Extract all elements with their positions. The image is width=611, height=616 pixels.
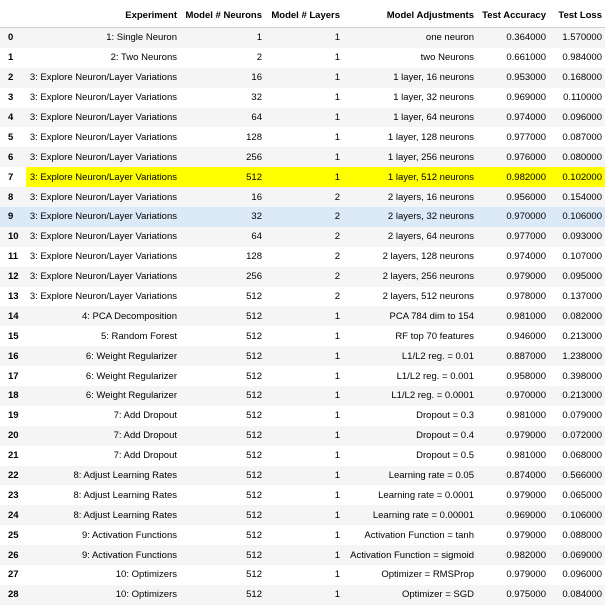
adjustments-cell: Dropout = 0.3 <box>416 410 474 422</box>
table-row <box>0 287 605 307</box>
accuracy-cell: 0.981000 <box>506 310 546 322</box>
accuracy-cell: 0.970000 <box>506 211 546 223</box>
layers-cell: 1 <box>334 470 340 482</box>
table-row <box>0 565 605 585</box>
row-index: 9 <box>8 211 14 223</box>
neurons-cell: 512 <box>180 167 265 187</box>
accuracy-cell: 0.661000 <box>506 52 546 64</box>
row-index: 4 <box>8 112 14 123</box>
adjustments-cell: 2 layers, 16 neurons <box>387 191 474 203</box>
layers-cell: 1 <box>334 350 340 362</box>
loss-cell: 0.984000 <box>562 52 602 64</box>
experiment-cell: 6: Weight Regularizer <box>85 390 177 402</box>
accuracy-cell: 0.979000 <box>506 430 546 442</box>
layers-cell: 1 <box>334 529 340 541</box>
experiment-cell: 6: Weight Regularizer <box>85 370 177 382</box>
layers-cell: 1 <box>334 450 340 462</box>
table-row <box>0 525 605 545</box>
neurons-cell: 512 <box>246 430 262 442</box>
neurons-cell: 512 <box>246 470 262 482</box>
table-row <box>0 326 605 346</box>
layers-cell: 1 <box>334 410 340 422</box>
experiment-cell: 9: Activation Functions <box>81 529 177 541</box>
layers-header: Model # Layers <box>265 3 343 28</box>
row-index: 3 <box>8 92 14 104</box>
adjustments-cell: RF top 70 features <box>395 330 474 342</box>
loss-cell: 0.065000 <box>562 489 602 501</box>
table-row <box>0 446 605 466</box>
neurons-cell: 256 <box>246 151 262 163</box>
accuracy-cell: 0.969000 <box>506 92 546 104</box>
row-index: 15 <box>8 330 19 342</box>
neurons-cell: 512 <box>246 529 262 541</box>
row-index: 11 <box>8 251 19 263</box>
adjustments-cell: 2 layers, 64 neurons <box>387 231 474 243</box>
adjustments-cell: 2 layers, 128 neurons <box>382 251 474 263</box>
loss-cell: 0.398000 <box>562 370 602 382</box>
adjustments-cell: Learning rate = 0.05 <box>388 470 474 482</box>
loss-cell: 0.154000 <box>562 191 602 203</box>
neurons-cell: 512 <box>246 549 262 561</box>
layers-cell: 1 <box>334 131 340 143</box>
row-index: 6 <box>8 151 14 163</box>
accuracy-cell: 0.977000 <box>506 131 546 143</box>
neurons-cell: 128 <box>246 251 262 263</box>
neurons-cell: 128 <box>246 131 262 143</box>
loss-cell: 1.570000 <box>562 32 602 44</box>
loss-cell: 0.106000 <box>562 211 602 223</box>
table-row <box>0 306 605 326</box>
layers-cell: 1 <box>334 72 340 84</box>
neurons-cell: 512 <box>246 350 262 362</box>
experiment-cell: 4: PCA Decomposition <box>81 310 177 322</box>
loss-cell: 0.096000 <box>562 569 602 581</box>
neurons-cell: 1 <box>256 32 262 44</box>
loss-cell: 0.566000 <box>562 470 602 482</box>
accuracy-cell: 0.981000 <box>506 410 546 422</box>
neurons-cell: 512 <box>246 450 262 462</box>
layers-cell: 1 <box>334 32 340 44</box>
layers-cell: 1 <box>334 509 340 521</box>
layers-cell: 1 <box>334 112 340 123</box>
accuracy-cell: 0.976000 <box>506 151 546 163</box>
loss-cell: 0.084000 <box>562 589 602 601</box>
accuracy-cell: 0.887000 <box>506 350 546 362</box>
row-index: 17 <box>8 370 19 382</box>
loss-cell: 0.079000 <box>562 410 602 422</box>
accuracy-cell: 0.969000 <box>506 509 546 521</box>
table-row <box>0 267 605 287</box>
row-index: 7 <box>8 171 14 183</box>
accuracy-cell: 0.956000 <box>506 191 546 203</box>
table-row <box>0 485 605 505</box>
adjustments-cell: 2 layers, 512 neurons <box>382 291 474 303</box>
adjustments-cell: Optimizer = SGD <box>401 589 474 601</box>
adjustments-cell: Activation Function = tanh <box>364 529 474 541</box>
loss-cell: 0.072000 <box>562 430 602 442</box>
table-row <box>0 48 605 68</box>
loss-cell: 0.068000 <box>562 450 602 462</box>
adjustments-cell: Dropout = 0.5 <box>416 450 474 462</box>
row-index: 12 <box>8 271 19 283</box>
layers-cell: 1 <box>334 589 340 601</box>
layers-cell: 1 <box>334 92 340 104</box>
results-dataframe <box>0 3 605 605</box>
layers-cell: 1 <box>334 330 340 342</box>
layers-cell: 2 <box>334 231 340 243</box>
adjustments-cell: L1/L2 reg. = 0.001 <box>396 370 474 382</box>
neurons-cell: 512 <box>246 489 262 501</box>
experiment-cell: 3: Explore Neuron/Layer Variations <box>29 271 177 283</box>
table-row <box>0 505 605 525</box>
loss-cell: 0.106000 <box>562 509 602 521</box>
experiment-cell: 6: Weight Regularizer <box>85 350 177 362</box>
row-index: 8 <box>8 191 14 203</box>
accuracy-cell: 0.974000 <box>506 112 546 123</box>
adjustments-cell: Learning rate = 0.0001 <box>378 489 474 501</box>
table-row <box>0 28 605 48</box>
table-row <box>0 366 605 386</box>
adjustments-cell: 2 layers, 256 neurons <box>382 271 474 283</box>
experiment-cell: 5: Random Forest <box>100 330 177 342</box>
layers-cell: 1 <box>334 151 340 163</box>
adjustments-cell: Activation Function = sigmoid <box>350 549 474 561</box>
row-index: 27 <box>8 569 19 581</box>
layers-cell: 1 <box>334 489 340 501</box>
experiment-cell: 3: Explore Neuron/Layer Variations <box>29 191 177 203</box>
row-index: 18 <box>8 390 19 402</box>
layers-cell: 1 <box>334 430 340 442</box>
adjustments-cell: 1 layer, 256 neurons <box>387 151 474 163</box>
row-index: 16 <box>8 350 19 362</box>
table-row <box>0 386 605 406</box>
table-row <box>0 147 605 167</box>
accuracy-cell: 0.979000 <box>506 529 546 541</box>
loss-cell: 0.137000 <box>562 291 602 303</box>
neurons-cell: 512 <box>246 589 262 601</box>
neurons-cell: 2 <box>256 52 262 64</box>
layers-cell: 2 <box>334 271 340 283</box>
row-index: 28 <box>8 589 19 601</box>
neurons-cell: 512 <box>246 370 262 382</box>
adjustments-cell: two Neurons <box>420 52 474 64</box>
loss-cell: 0.107000 <box>562 251 602 263</box>
adjustments-cell: 2 layers, 32 neurons <box>387 211 474 223</box>
experiment-cell: 1: Single Neuron <box>106 32 177 44</box>
experiment-cell: 3: Explore Neuron/Layer Variations <box>29 151 177 163</box>
experiment-header: Experiment <box>26 3 180 28</box>
adjustments-cell: Optimizer = RMSProp <box>381 569 474 581</box>
neurons-cell: 512 <box>246 509 262 521</box>
adjustments-cell: one neuron <box>425 32 474 44</box>
experiment-cell: 3: Explore Neuron/Layer Variations <box>29 231 177 243</box>
layers-cell: 1 <box>334 310 340 322</box>
loss-cell: 0.110000 <box>563 92 602 104</box>
table-row <box>0 227 605 247</box>
experiment-cell: 8: Adjust Learning Rates <box>73 509 177 521</box>
loss-cell: 0.102000 <box>549 167 605 187</box>
table-row <box>0 585 605 605</box>
experiment-cell: 10: Optimizers <box>115 569 177 581</box>
table-row <box>0 68 605 88</box>
adjustments-cell: L1/L2 reg. = 0.01 <box>401 350 474 362</box>
layers-cell: 2 <box>334 191 340 203</box>
row-index: 5 <box>8 131 14 143</box>
layers-cell: 1 <box>334 52 340 64</box>
neurons-cell: 32 <box>251 211 262 223</box>
neurons-cell: 512 <box>246 569 262 581</box>
accuracy-cell: 0.982000 <box>477 167 549 187</box>
adjustments-cell: 1 layer, 32 neurons <box>393 92 474 104</box>
accuracy-cell: 0.970000 <box>506 390 546 402</box>
row-index: 0 <box>8 32 14 44</box>
accuracy-header: Test Accuracy <box>477 3 549 28</box>
loss-header: Test Loss <box>549 3 605 28</box>
accuracy-cell: 0.978000 <box>506 291 546 303</box>
table-row <box>0 346 605 366</box>
row-index: 25 <box>8 529 19 541</box>
table-row <box>0 406 605 426</box>
neurons-cell: 512 <box>246 310 262 322</box>
layers-cell: 1 <box>334 370 340 382</box>
neurons-cell: 64 <box>251 112 262 123</box>
table-row <box>0 127 605 147</box>
table-row <box>0 207 605 227</box>
table-row <box>0 108 605 128</box>
row-index: 19 <box>8 410 19 422</box>
neurons-cell: 512 <box>246 410 262 422</box>
adjustments-cell: Learning rate = 0.00001 <box>372 509 474 521</box>
table-row <box>0 426 605 446</box>
neurons-cell: 512 <box>246 291 262 303</box>
adjustments-header: Model Adjustments <box>343 3 477 28</box>
table-row <box>0 187 605 207</box>
neurons-cell: 32 <box>251 92 262 104</box>
loss-cell: 0.168000 <box>562 72 602 84</box>
layers-cell: 1 <box>334 569 340 581</box>
accuracy-cell: 0.946000 <box>506 330 546 342</box>
accuracy-cell: 0.364000 <box>506 32 546 44</box>
row-index: 23 <box>8 489 19 501</box>
experiment-cell: 3: Explore Neuron/Layer Variations <box>29 291 177 303</box>
accuracy-cell: 0.977000 <box>506 231 546 243</box>
layers-cell: 1 <box>265 167 343 187</box>
layers-cell: 2 <box>334 211 340 223</box>
loss-cell: 0.095000 <box>562 271 602 283</box>
experiment-cell: 2: Two Neurons <box>110 52 177 64</box>
loss-cell: 0.082000 <box>562 310 602 322</box>
table-row <box>0 247 605 267</box>
loss-cell: 0.087000 <box>562 131 602 143</box>
experiment-cell: 7: Add Dropout <box>113 430 177 442</box>
row-index: 24 <box>8 509 19 521</box>
neurons-cell: 16 <box>251 72 262 84</box>
loss-cell: 0.213000 <box>562 390 602 402</box>
row-index: 13 <box>8 291 19 303</box>
accuracy-cell: 0.874000 <box>506 470 546 482</box>
table-row <box>0 545 605 565</box>
layers-cell: 2 <box>334 251 340 263</box>
header-row <box>0 3 605 28</box>
experiment-cell: 3: Explore Neuron/Layer Variations <box>29 72 177 84</box>
neurons-cell: 64 <box>251 231 262 243</box>
adjustments-cell: 1 layer, 128 neurons <box>387 131 474 143</box>
table-row <box>0 167 605 187</box>
loss-cell: 0.080000 <box>562 151 602 163</box>
loss-cell: 0.096000 <box>562 112 602 123</box>
row-index: 20 <box>8 430 19 442</box>
accuracy-cell: 0.953000 <box>506 72 546 84</box>
accuracy-cell: 0.975000 <box>506 589 546 601</box>
adjustments-cell: 1 layer, 16 neurons <box>393 72 474 84</box>
loss-cell: 0.088000 <box>562 529 602 541</box>
adjustments-cell: Dropout = 0.4 <box>416 430 474 442</box>
row-index: 22 <box>8 470 19 482</box>
table-row <box>0 466 605 486</box>
adjustments-cell: PCA 784 dim to 154 <box>389 310 474 322</box>
adjustments-cell: L1/L2 reg. = 0.0001 <box>391 390 474 402</box>
loss-cell: 0.093000 <box>562 231 602 243</box>
layers-cell: 2 <box>334 291 340 303</box>
layers-cell: 1 <box>334 549 340 561</box>
accuracy-cell: 0.979000 <box>506 569 546 581</box>
row-index: 14 <box>8 310 19 322</box>
neurons-cell: 512 <box>246 330 262 342</box>
row-index: 21 <box>8 450 19 462</box>
accuracy-cell: 0.981000 <box>506 450 546 462</box>
row-index: 1 <box>8 52 14 64</box>
accuracy-cell: 0.982000 <box>506 549 546 561</box>
experiment-cell: 3: Explore Neuron/Layer Variations <box>29 131 177 143</box>
experiment-cell: 3: Explore Neuron/Layer Variations <box>29 92 177 104</box>
accuracy-cell: 0.979000 <box>506 489 546 501</box>
neurons-cell: 16 <box>251 191 262 203</box>
experiment-cell: 8: Adjust Learning Rates <box>73 470 177 482</box>
loss-cell: 1.238000 <box>562 350 602 362</box>
experiment-cell: 7: Add Dropout <box>113 410 177 422</box>
experiment-cell: 3: Explore Neuron/Layer Variations <box>29 251 177 263</box>
row-index: 2 <box>8 72 14 84</box>
accuracy-cell: 0.958000 <box>506 370 546 382</box>
index-header <box>0 3 26 28</box>
loss-cell: 0.213000 <box>562 330 602 342</box>
loss-cell: 0.069000 <box>562 549 602 561</box>
experiment-cell: 7: Add Dropout <box>113 450 177 462</box>
experiment-cell: 3: Explore Neuron/Layer Variations <box>29 112 177 123</box>
row-index: 26 <box>8 549 19 561</box>
accuracy-cell: 0.974000 <box>506 251 546 263</box>
table-row <box>0 88 605 108</box>
layers-cell: 1 <box>334 390 340 402</box>
experiment-cell: 8: Adjust Learning Rates <box>73 489 177 501</box>
experiment-cell: 3: Explore Neuron/Layer Variations <box>29 211 177 223</box>
experiment-cell: 9: Activation Functions <box>81 549 177 561</box>
neurons-cell: 512 <box>246 390 262 402</box>
accuracy-cell: 0.979000 <box>506 271 546 283</box>
adjustments-cell: 1 layer, 512 neurons <box>343 167 477 187</box>
row-index: 10 <box>8 231 19 243</box>
experiment-cell: 10: Optimizers <box>115 589 177 601</box>
experiment-cell: 3: Explore Neuron/Layer Variations <box>26 167 180 187</box>
neurons-header: Model # Neurons <box>180 3 265 28</box>
adjustments-cell: 1 layer, 64 neurons <box>393 112 474 123</box>
neurons-cell: 256 <box>246 271 262 283</box>
